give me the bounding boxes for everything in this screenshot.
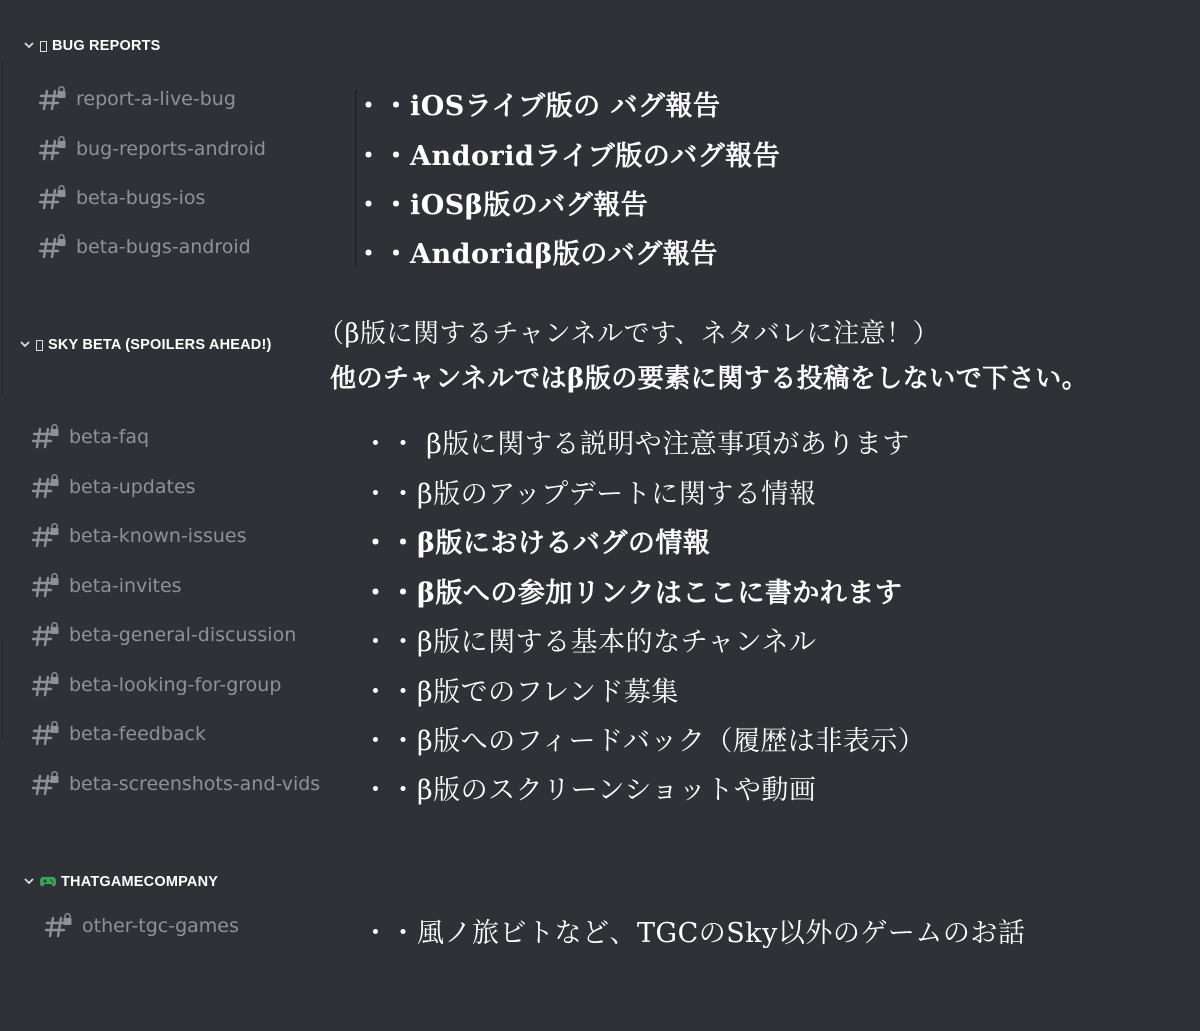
channel-note: ・・iOSβ版のバグ報告 [355,190,649,221]
chevron-down-icon [24,877,36,888]
sidebar-edge-line [2,640,3,740]
hash-lock-icon [38,185,68,211]
channel-name: report-a-live-bug [76,88,236,110]
category-bug-reports[interactable] [24,38,161,54]
channel-note: ・・β版でのフレンド募集 [362,677,679,708]
beta-notice-line1: （β版に関するチャンネルです、ネタバレに注意！） [318,319,940,349]
hash-lock-icon [31,622,61,648]
channel-name: beta-general-discussion [69,624,297,646]
channel-name: beta-known-issues [69,525,247,547]
hash-lock-icon [31,474,61,500]
hash-lock-icon [38,136,68,162]
hash-lock-icon [31,424,61,450]
hash-lock-icon [31,721,61,747]
category-label: THATGAMECOMPANY [61,874,219,890]
channel-name: bug-reports-android [76,138,266,160]
channel-name: beta-screenshots-and-vids [69,773,321,795]
chevron-down-icon [24,41,36,52]
hash-lock-icon [38,86,68,112]
channel-name: beta-invites [69,575,182,597]
hash-lock-icon [31,771,61,797]
hash-lock-icon [44,913,74,939]
category-thatgamecompany[interactable] [24,874,218,890]
chevron-down-icon [20,340,32,351]
channel-note: ・・iOSライブ版の バグ報告 [355,91,721,122]
channel-beta-general-discussion[interactable] [31,622,296,648]
channel-beta-invites[interactable] [31,573,182,599]
channel-name: beta-feedback [69,723,206,745]
emoji-icon [36,340,43,351]
channel-note: ・・ β版に関する説明や注意事項があります [362,429,910,460]
channel-note: ・・Andoridβ版のバグ報告 [355,239,718,270]
hash-lock-icon [31,672,61,698]
category-label: SKY BETA (SPOILERS AHEAD!) [48,337,272,353]
channel-beta-updates[interactable] [31,474,196,500]
channel-beta-faq[interactable] [31,424,149,450]
category-label: BUG REPORTS [52,38,161,54]
hash-lock-icon [31,523,61,549]
channel-name: beta-bugs-android [76,236,251,258]
channel-beta-screenshots-and-vids[interactable] [31,771,320,797]
channel-other-tgc-games[interactable] [44,913,239,939]
channel-name: beta-looking-for-group [69,674,282,696]
channel-name: other-tgc-games [82,915,239,937]
channel-name: beta-updates [69,476,196,498]
channel-beta-bugs-android[interactable] [38,234,251,260]
channel-note: ・・β版におけるバグの情報 [362,528,711,559]
beta-notice-line2: 他のチャンネルではβ版の要素に関する投稿をしないで下さい。 [330,364,1089,394]
channel-bug-reports-android[interactable] [38,136,266,162]
channel-beta-known-issues[interactable] [31,523,247,549]
channel-note: ・・Andoridライブ版のバグ報告 [355,141,781,172]
channel-beta-looking-for-group[interactable] [31,672,281,698]
channel-note: ・・β版のスクリーンショットや動画 [362,775,817,806]
hash-lock-icon [31,573,61,599]
channel-note: ・・β版へのフィードバック（履歴は非表示） [362,726,926,757]
channel-note: ・・β版への参加リンクはここに書かれます [362,578,903,609]
channel-note: ・・風ノ旅ビトなど、TGCのSky以外のゲームのお話 [362,918,1026,949]
hash-lock-icon [38,234,68,260]
channel-report-a-live-bug[interactable] [38,86,236,112]
game-controller-icon [40,876,56,888]
channel-name: beta-faq [69,426,150,448]
channel-note: ・・β版のアップデートに関する情報 [362,479,817,510]
sidebar-edge-line [2,60,3,395]
channel-note: ・・β版に関する基本的なチャンネル [362,627,817,658]
channel-name: beta-bugs-ios [76,187,206,209]
emoji-icon [40,41,47,52]
category-sky-beta[interactable] [20,337,272,353]
channel-beta-feedback[interactable] [31,721,206,747]
channel-beta-bugs-ios[interactable] [38,185,205,211]
